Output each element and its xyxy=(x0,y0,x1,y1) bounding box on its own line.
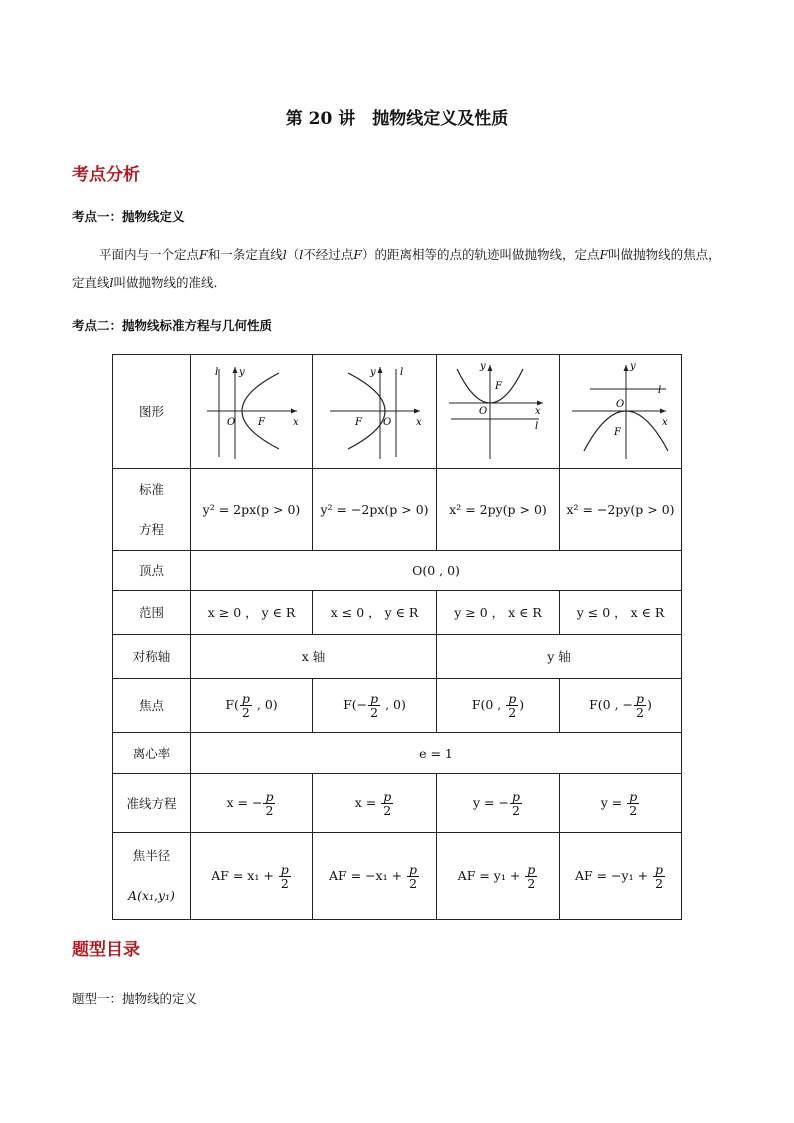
focal-radius-cell: AF = x₁ + $\frac{p}{2}$ xyxy=(191,833,313,920)
label-x-icon: x xyxy=(292,416,299,428)
label-f-icon: F xyxy=(257,416,265,428)
label-focus: 焦点 xyxy=(113,679,191,733)
axis-cell-y: y 轴 xyxy=(437,635,682,679)
label-x-icon: x xyxy=(661,416,668,428)
row-focal-radius xyxy=(113,833,682,920)
section-heading-analysis: 考点分析 xyxy=(72,165,140,185)
label-vertex: 顶点 xyxy=(113,551,191,591)
row-vertex xyxy=(113,551,682,591)
row-range xyxy=(113,591,682,635)
row-eccentricity xyxy=(113,733,682,774)
label-o-icon: O xyxy=(382,416,391,428)
equation-cell: x² = −2py(p > 0) xyxy=(560,469,682,551)
label-l-icon: l xyxy=(657,384,661,396)
definition-paragraph: 平面内与一个定点F和一条定直线l（l不经过点F）的距离相等的点的轨迹叫做抛物线，定点F叫做抛物线的焦点，定直线l叫做抛物线的准线． xyxy=(72,247,721,290)
question-type-1: 题型一：抛物线的定义 xyxy=(72,991,198,1006)
label-l-icon: l xyxy=(535,420,539,432)
row-directrix xyxy=(113,774,682,833)
graph-right-opening xyxy=(191,355,313,469)
range-cell: x ≥ 0 ， y ∈ R xyxy=(191,591,313,635)
label-axis: 对称轴 xyxy=(113,635,191,679)
equation-cell: y² = 2px(p > 0) xyxy=(191,469,313,551)
label-y-icon: y xyxy=(629,360,636,372)
label-focal-radius: 焦半径 A(x₁,y₁) xyxy=(113,833,191,920)
label-directrix: 准线方程 xyxy=(113,774,191,833)
graph-down-opening xyxy=(560,355,682,469)
point2-heading: 考点二：抛物线标准方程与几何性质 xyxy=(72,318,273,333)
equation-cell: y² = −2px(p > 0) xyxy=(313,469,437,551)
directrix-cell: x = − $\frac{p}{2}$ xyxy=(191,774,313,833)
page-title: 第 20 讲 抛物线定义及性质 xyxy=(285,109,509,129)
vertex-cell: O(0 , 0) xyxy=(191,551,682,591)
directrix-cell: y = − $\frac{p}{2}$ xyxy=(437,774,560,833)
axis-cell-x: x 轴 xyxy=(191,635,437,679)
parabola-properties-table xyxy=(112,354,682,920)
graph-up-opening xyxy=(437,355,560,469)
label-o-icon: O xyxy=(479,405,488,417)
focus-cell: F(0 , $\frac{p}{2}$ ) xyxy=(437,679,560,733)
label-y-icon: y xyxy=(480,360,486,372)
row-graph xyxy=(113,355,682,469)
label-eccentricity: 离心率 xyxy=(113,733,191,774)
section-heading-question-types: 题型目录 xyxy=(72,940,140,960)
focal-radius-cell: AF = y₁ + $\frac{p}{2}$ xyxy=(437,833,560,920)
label-f-icon: F xyxy=(354,416,362,428)
row-axis xyxy=(113,635,682,679)
focal-radius-cell: AF = −x₁ + $\frac{p}{2}$ xyxy=(313,833,437,920)
range-cell: y ≥ 0 ， x ∈ R xyxy=(437,591,560,635)
label-y-icon: y xyxy=(238,366,245,378)
label-equation: 标准 方程 xyxy=(113,469,191,551)
label-o-icon: O xyxy=(615,398,624,410)
label-l-icon: l xyxy=(399,366,403,378)
label-f-icon: F xyxy=(613,426,621,438)
label-o-icon: O xyxy=(226,416,235,428)
eccentricity-cell: e = 1 xyxy=(191,733,682,774)
directrix-cell: y = $\frac{p}{2}$ xyxy=(560,774,682,833)
focus-cell: F( $\frac{p}{2}$ , 0) xyxy=(191,679,313,733)
label-y-icon: y xyxy=(369,366,376,378)
point1-heading: 考点一：抛物线定义 xyxy=(72,209,185,224)
label-l-icon: l xyxy=(214,366,218,378)
label-range: 范围 xyxy=(113,591,191,635)
focus-cell: F(0 , − $\frac{p}{2}$ ) xyxy=(560,679,682,733)
label-f-icon: F xyxy=(495,380,502,392)
row-equation xyxy=(113,469,682,551)
focal-radius-cell: AF = −y₁ + $\frac{p}{2}$ xyxy=(560,833,682,920)
directrix-cell: x = $\frac{p}{2}$ xyxy=(313,774,437,833)
focus-cell: F(− $\frac{p}{2}$ , 0) xyxy=(313,679,437,733)
label-x-icon: x xyxy=(415,416,422,428)
label-graph: 图形 xyxy=(113,355,191,469)
range-cell: x ≤ 0 ， y ∈ R xyxy=(313,591,437,635)
graph-left-opening xyxy=(313,355,437,469)
label-x-icon: x xyxy=(535,405,541,417)
range-cell: y ≤ 0 ， x ∈ R xyxy=(560,591,682,635)
equation-cell: x² = 2py(p > 0) xyxy=(437,469,560,551)
row-focus xyxy=(113,679,682,733)
